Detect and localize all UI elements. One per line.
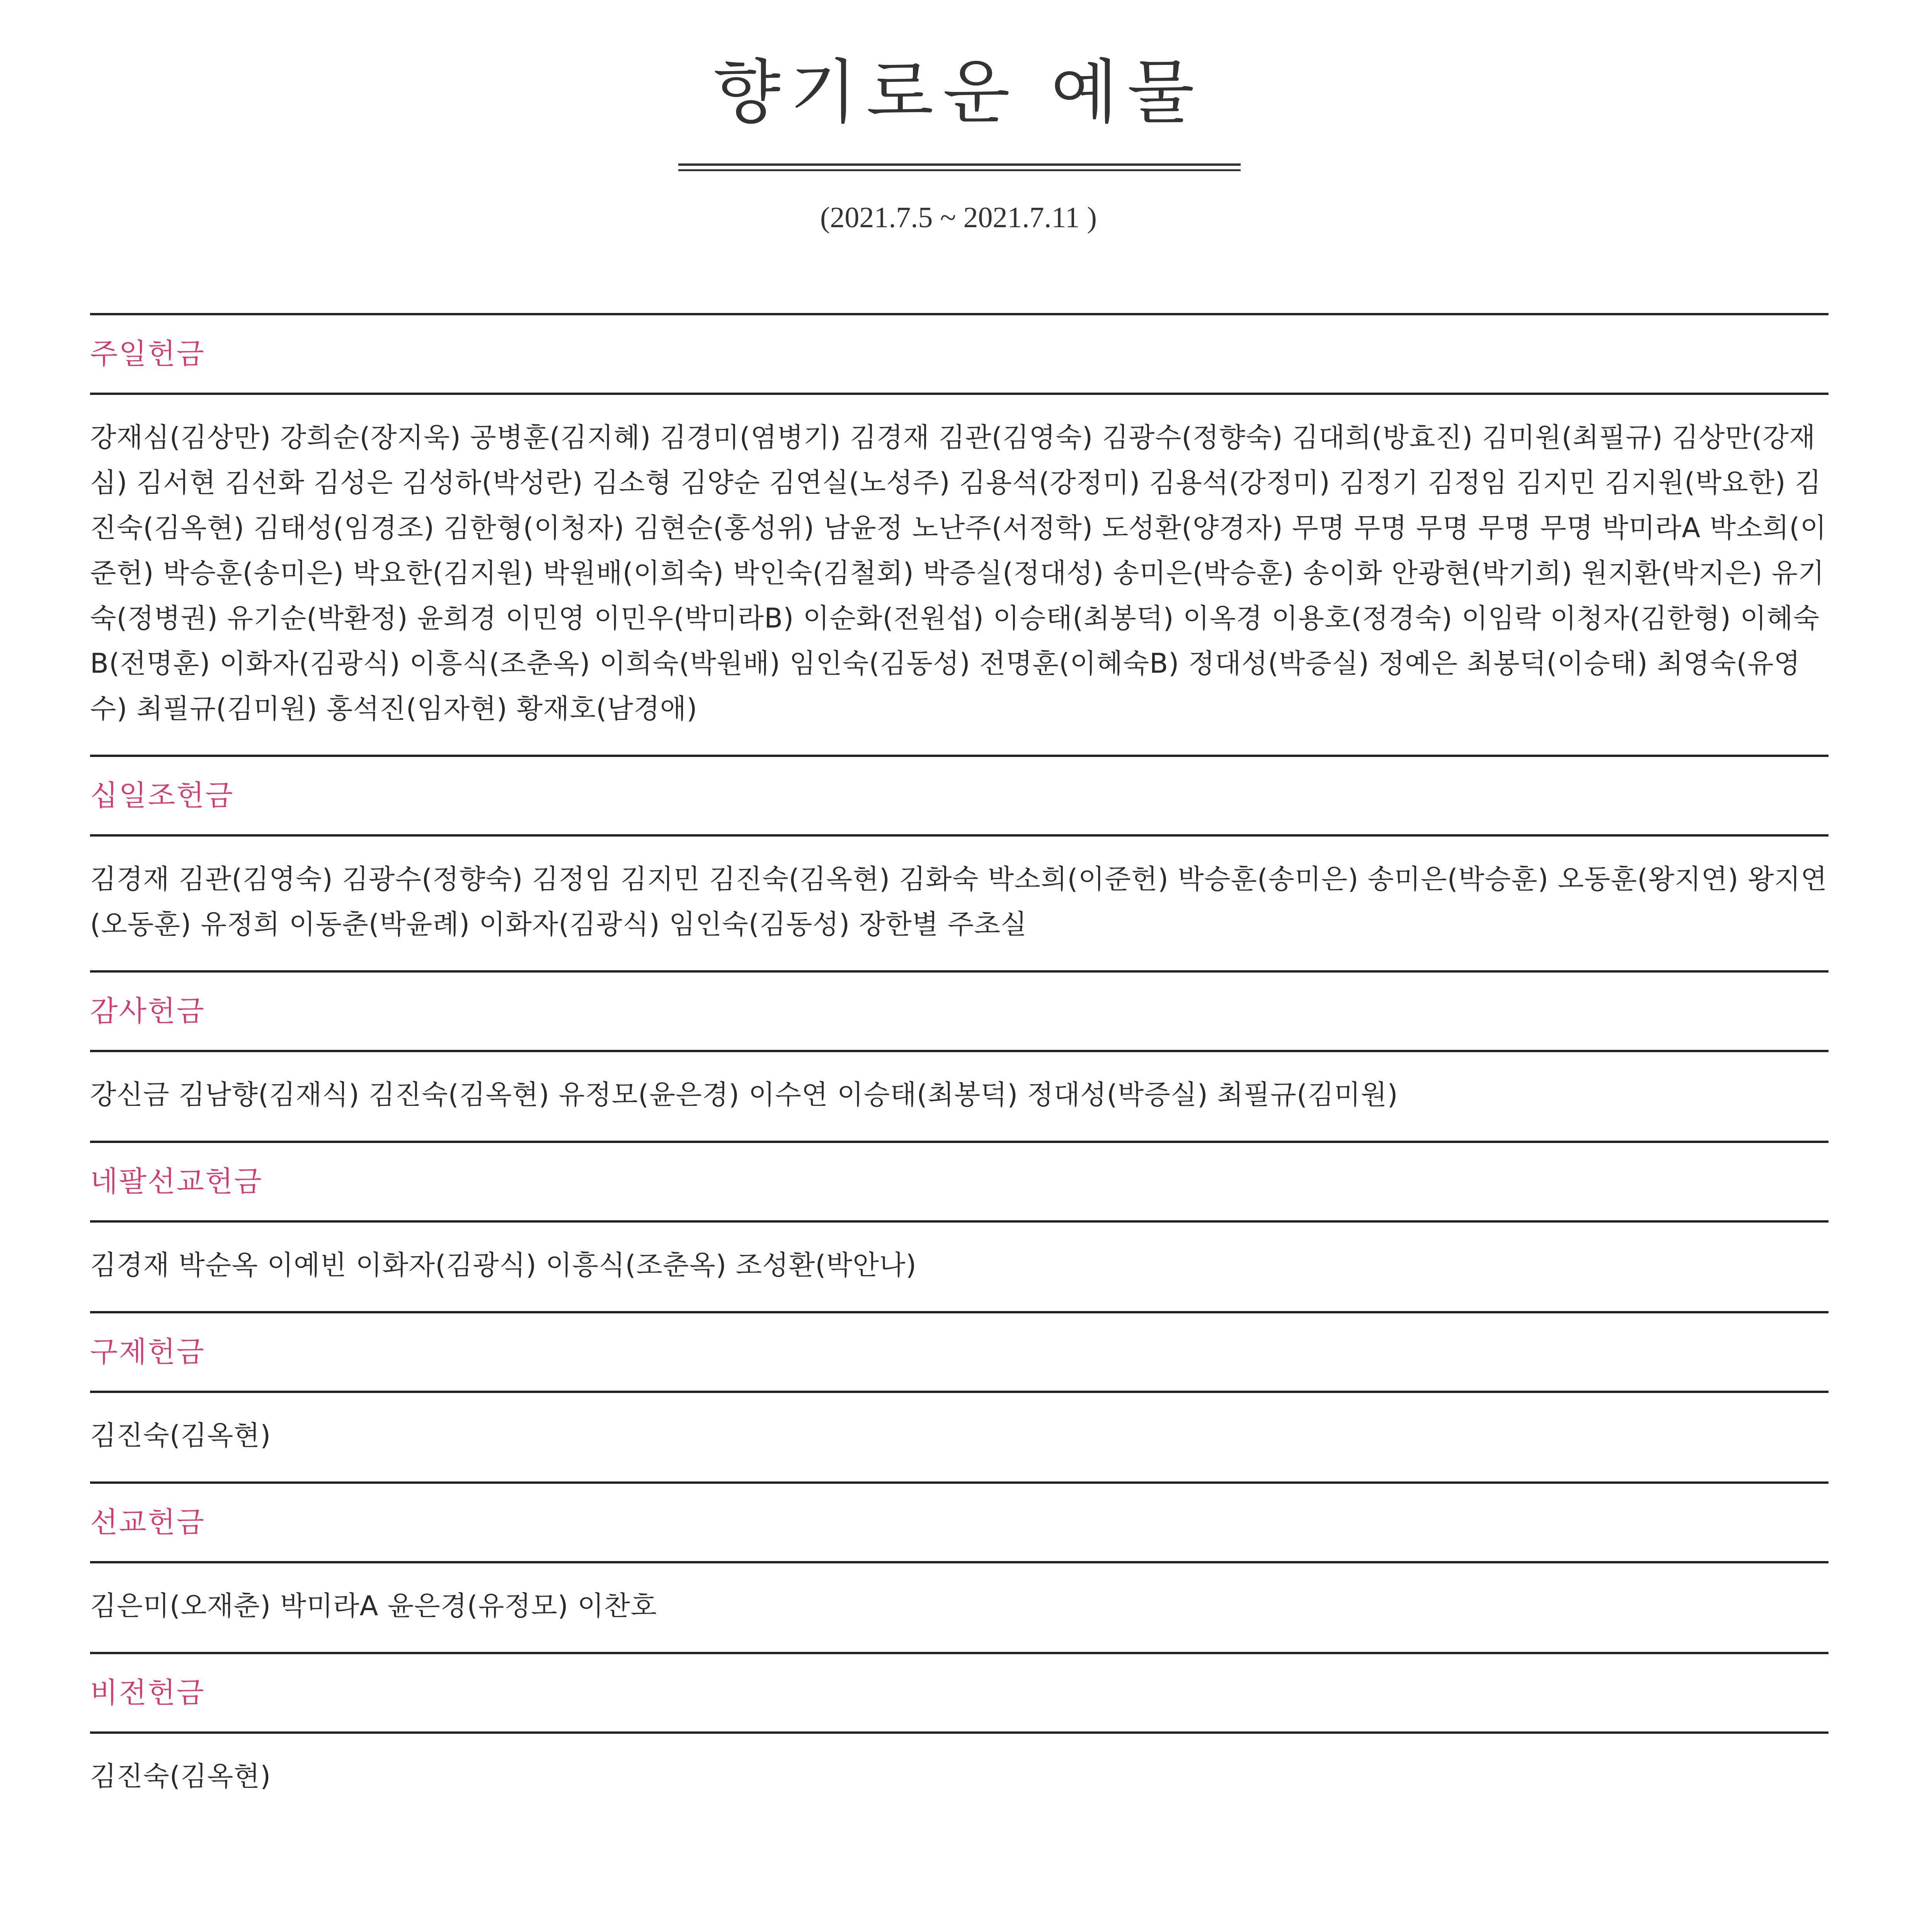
section-thanksgiving [90,970,1828,1117]
offering-list [90,313,1828,1822]
section-title: 구제헌금 [90,1335,205,1369]
section-title: 십일조헌금 [90,779,234,812]
section-divider [90,1561,1828,1563]
section-divider [90,1050,1828,1052]
donor-names: 강신금 김남향(김재식) 김진숙(김옥현) 유정모(윤은경) 이수연 이승태(최봉덕) 정대성(박증실) 최필규(김미원) [90,1079,1398,1111]
section-title: 감사헌금 [90,995,205,1028]
donor-names: 김경재 김관(김영숙) 김광수(정향숙) 김정임 김지민 김진숙(김옥현) 김화숙 박소희(이준헌) 박승훈(송미은) 송미은(박승훈) 오동훈(왕지연) 왕지연(오동훈) 유정희 이동춘(박윤례) 이화자(김광식) 임인숙(김동성) 장한별 주초실 [90,863,1827,940]
section-title: 주일헌금 [90,337,205,371]
donor-names: 김경재 박순옥 이예빈 이화자(김광식) 이흥식(조춘옥) 조성환(박안나) [90,1249,917,1281]
title-underline [678,163,1241,166]
donor-names: 강재심(김상만) 강희순(장지욱) 공병훈(김지혜) 김경미(염병기) 김경재 김관(김영숙) 김광수(정향숙) 김대희(방효진) 김미원(최필규) 김상만(강재심) 김서현 김선화 김성은 김성하(박성란) 김소형 김양순 김연실(노성주) 김용석(강정미) 김용석(강정미) 김정기 김정임 김지민 김지원(박요한) 김진숙(김옥현) 김태성(임경조) 김한형(이청자) 김현순(홍성위) 남윤정 노난주(서정학) 도성환(양경자) 무명 무명 무명 무명 무명 박미라A 박소희(이준헌) 박승훈(송미은) 박요한(김지원) 박원배(이희숙) 박인숙(김철회) 박증실(정대성) 송미은(박승훈) 송이화 안광현(박기희) 원지환(박지은) 유기숙(정병권) 유기순(박환정) 윤희경 이민영 이민우(박미라B) 이순화(전원섭) 이승태(최봉덕) 이옥경 이용호(정경숙) 이임락 이청자(김한형) 이혜숙B(전명훈) 이화자(김광식) 이흥식(조춘옥) 이희숙(박원배) 임인숙(김동성) 전명훈(이혜숙B) 정대성(박증실) 정예은 최봉덕(이승태) 최영숙(유영수) 최필규(김미원) 홍석진(임자현) 황재호(남경애) [90,422,1827,724]
section-divider [90,1731,1828,1734]
page-title: 향기로운 예물 [713,52,1204,133]
title-underline-double [678,169,1241,171]
section-divider [90,834,1828,837]
donor-names: 김진숙(김옥현) [90,1760,271,1792]
section-divider [90,1220,1828,1223]
section-tithe [90,755,1828,947]
section-vision [90,1652,1828,1799]
donor-names: 김진숙(김옥현) [90,1420,271,1451]
section-divider [90,393,1828,395]
section-relief [90,1311,1828,1458]
section-sunday [90,313,1828,731]
date-range: (2021.7.5 ~ 2021.7.11 ) [820,201,1097,234]
section-title: 네팔선교헌금 [90,1165,263,1198]
section-nepal-mission [90,1141,1828,1288]
donor-names: 김은미(오재춘) 박미라A 윤은경(유정모) 이찬호 [90,1590,657,1622]
section-title: 선교헌금 [90,1506,205,1539]
section-title: 비전헌금 [90,1676,205,1709]
section-mission [90,1481,1828,1629]
section-divider [90,1391,1828,1393]
